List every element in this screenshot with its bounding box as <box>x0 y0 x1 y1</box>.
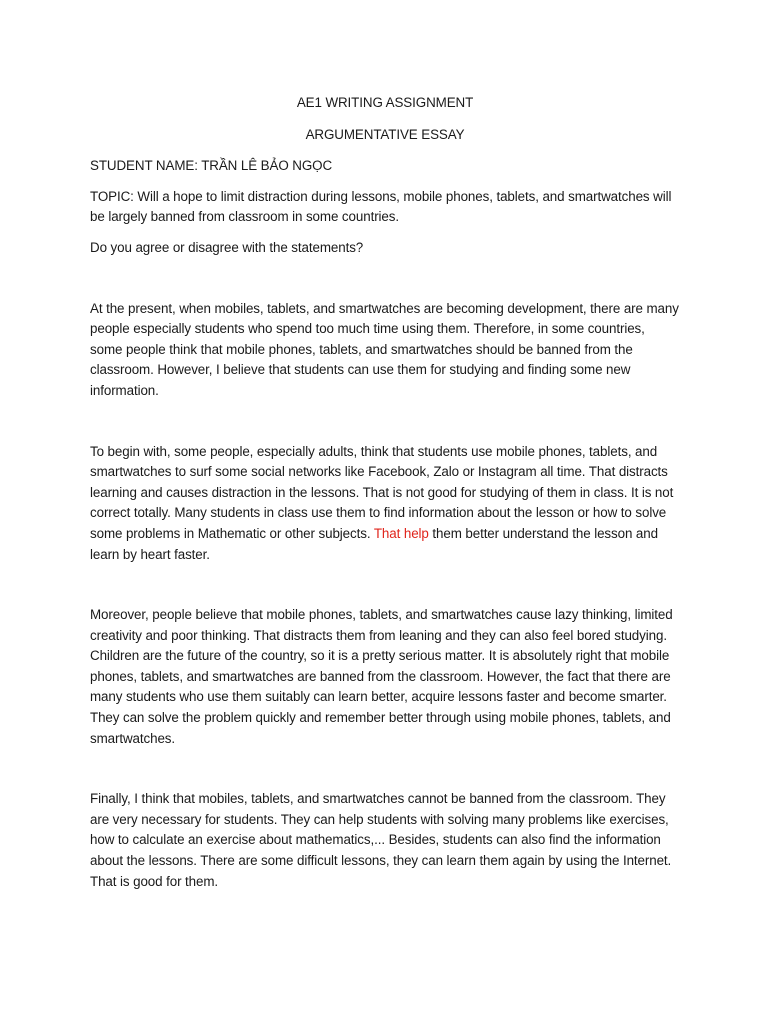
essay-body <box>90 93 680 892</box>
paragraph-introduction: At the present, when mobiles, tablets, and smartwatches are becoming development, there are many people especially students who spend too much time using them. Therefore, in some countries, some people think that mobile phones, tablets, and smartwatches should be banned from the classroom. However, I believe that students can use them for studying and finding some new information. <box>90 300 679 398</box>
essay-topic: TOPIC: Will a hope to limit distraction during lessons, mobile phones, tablets, and smartwatches will be largely banned from classroom in some countries. <box>90 188 672 225</box>
paragraph-body-1-text-b: them better understand the lesson and learn by heart faster. <box>90 525 658 562</box>
essay-question: Do you agree or disagree with the statements? <box>90 239 364 255</box>
highlighted-phrase: That help <box>373 525 429 541</box>
paragraph-body-1 <box>90 442 680 566</box>
student-name: STUDENT NAME: TRẦN LÊ BẢO NGỌC <box>90 158 333 174</box>
paragraph-body-1-text-a: To begin with, some people, especially adults, think that students use mobile phones, tablets, and smartwatches to surf some social networks like Facebook, Zalo or Instagram all time. That distracts learning and causes distraction in the lessons. That is not good for studying of them in class. It is not correct totally. Many students in class use them to find information about the lesson or how to solve some problems in Mathematic or other subjects. <box>90 443 674 541</box>
paragraph-conclusion: Finally, I think that mobiles, tablets, and smartwatches cannot be banned from the classroom. They are very necessary for students. They can help students with solving many problems like exercises, how to calculate an exercise about mathematics,... Besides, students can also find the information about the lessons. There are some difficult lessons, they can learn them again by using the Internet. That is good for them. <box>90 791 672 889</box>
assignment-title: AE1 WRITING ASSIGNMENT <box>296 95 474 110</box>
essay-type-heading: ARGUMENTATIVE ESSAY <box>305 126 465 142</box>
paragraph-body-2: Moreover, people believe that mobile phones, tablets, and smartwatches cause lazy thinking, limited creativity and poor thinking. That distracts them from leaning and they can also feel bored studying. Children are the future of the country, so it is a pretty serious matter. It is absolutely right that mobile phones, tablets, and smartwatches are banned from the classroom. However, the fact that there are many students who use them suitably can learn better, acquire lessons faster and become smarter. They can solve the problem quickly and remember better through using mobile phones, tablets, and smartwatches. <box>90 607 673 746</box>
